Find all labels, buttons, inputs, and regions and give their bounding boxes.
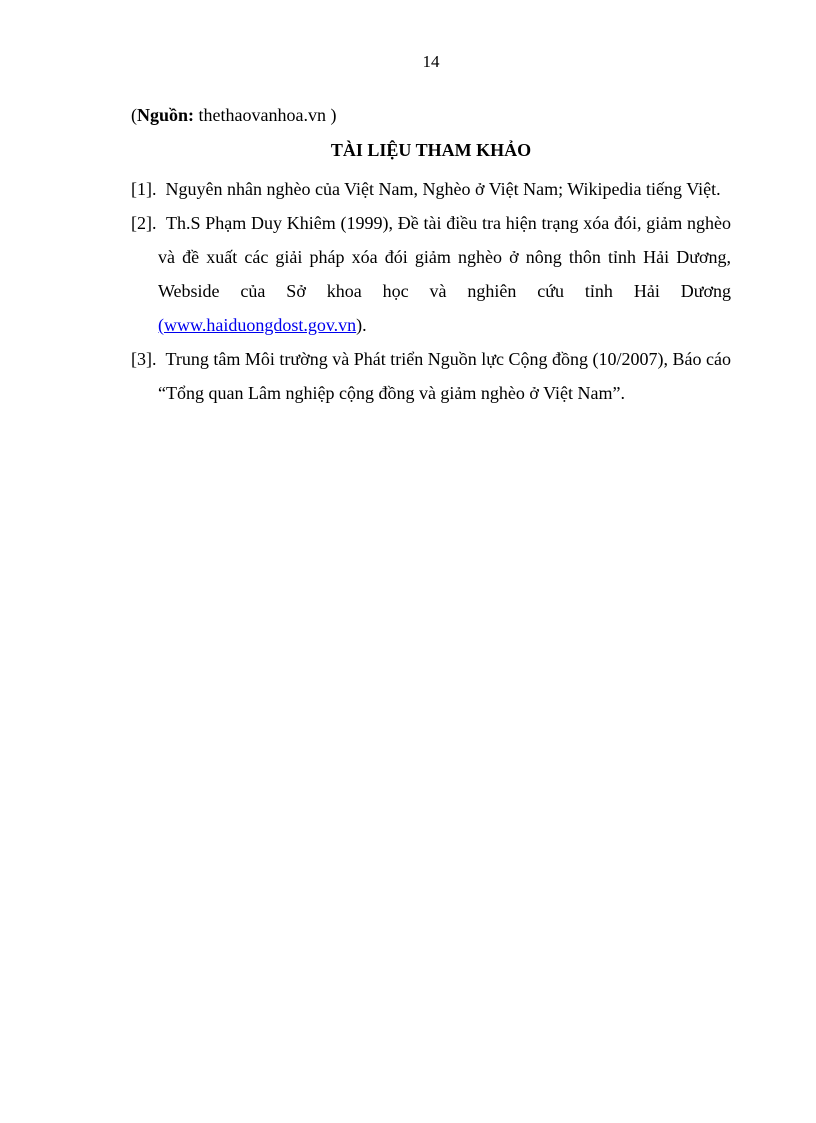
references-title: TÀI LIỆU THAM KHẢO	[330, 140, 532, 160]
page-number: 14	[422, 52, 440, 71]
reference-link-open[interactable]: (	[158, 315, 164, 335]
reference-text: Th.S Phạm Duy Khiêm (1999), Đề tài điều tra hiện trạng xóa đói, giảm nghèo và đề xuất các giải pháp xóa đói giảm nghèo ở nông thôn tỉnh Hải Dương, Webside của Sở khoa học và nghiên cứu tỉnh Hải Dương	[158, 213, 731, 301]
reference-link[interactable]: www.haiduongdost.gov.vn	[164, 315, 357, 335]
reference-text: Nguyên nhân nghèo của Việt Nam, Nghèo ở Việt Nam; Wikipedia tiếng Việt.	[165, 179, 721, 199]
reference-number: [3].	[131, 349, 157, 369]
reference-text: Trung tâm Môi trường và Phát triển Nguồn lực Cộng đồng (10/2007), Báo cáo “Tổng quan Lâm nghiệp cộng đồng và giảm nghèo ở Việt Nam”.	[158, 349, 732, 403]
references-list	[131, 172, 731, 410]
reference-link-close: ).	[356, 315, 367, 335]
reference-item-1	[131, 172, 731, 206]
source-open-paren: (	[131, 105, 137, 125]
source-label: Nguồn:	[137, 105, 195, 125]
source-line	[131, 105, 336, 126]
reference-number: [1].	[131, 179, 157, 199]
source-value: thethaovanhoa.vn )	[194, 105, 337, 125]
reference-item-2	[131, 206, 731, 342]
reference-number: [2].	[131, 213, 157, 233]
reference-item-3	[131, 342, 731, 410]
